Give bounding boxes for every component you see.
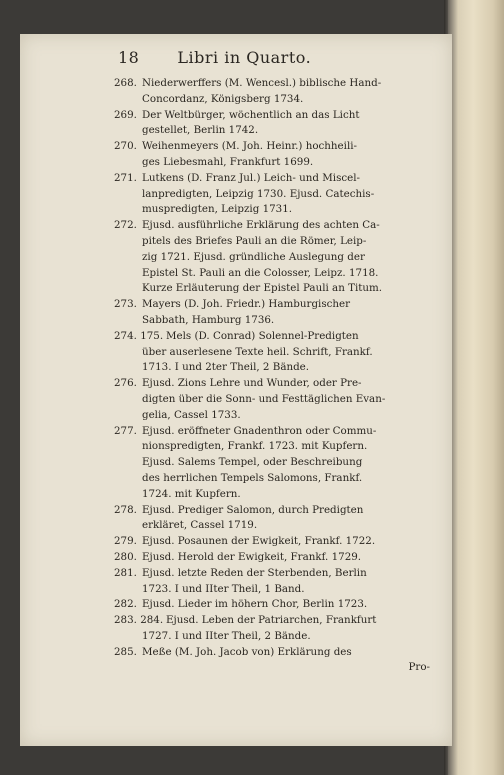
entry-number: 269. <box>114 108 137 121</box>
entry-line <box>114 234 432 250</box>
entry-text: Der Weltbürger, wöchentlich an das Licht <box>142 108 360 121</box>
entry-line <box>114 503 432 519</box>
entry-text: muspredigten, Leipzig 1731. <box>142 203 293 216</box>
entry-text: ges Liebesmahl, Frankfurt 1699. <box>142 155 314 168</box>
entry-text: über auserlesene Texte heil. Schrift, Frankf. <box>142 345 373 358</box>
entry-text: 1723. I und IIter Theil, 1 Band. <box>142 582 305 595</box>
entry-text: Ejusd. Salems Tempel, oder Beschreibung <box>142 456 363 469</box>
entry-line <box>114 155 432 171</box>
entry-text: lanpredigten, Leipzig 1730. Ejusd. Catechis- <box>142 187 375 200</box>
entry-text: Mels (D. Conrad) Solennel-Predigten <box>166 329 359 342</box>
entry-line <box>114 297 432 313</box>
entry-text: 1724. mit Kupfern. <box>142 487 241 500</box>
entry-text: Mayers (D. Joh. Friedr.) Hamburgischer <box>142 298 351 311</box>
catalog-entry <box>114 645 432 661</box>
entry-line <box>114 582 432 598</box>
entry-line <box>114 76 432 92</box>
entry-number: 285. <box>114 645 137 658</box>
entry-line <box>114 597 432 613</box>
entry-number: 276. <box>114 377 137 390</box>
entry-line <box>114 566 432 582</box>
entry-text: Meße (M. Joh. Jacob von) Erklärung des <box>142 645 352 658</box>
entry-text: Ejusd. Leben der Patriarchen, Frankfurt <box>166 614 377 627</box>
catalog-entry <box>114 171 432 218</box>
entry-line <box>114 139 432 155</box>
entry-line <box>114 171 432 187</box>
entry-number: 268. <box>114 77 137 89</box>
entry-text: Sabbath, Hamburg 1736. <box>142 313 275 326</box>
entry-line <box>114 187 432 203</box>
entry-line <box>114 645 432 661</box>
entry-number: 270. <box>114 140 137 153</box>
entry-line <box>114 392 432 408</box>
catalog-entry <box>114 329 432 376</box>
entry-text: digten über die Sonn- und Festtäglichen Evan- <box>142 392 386 405</box>
entry-line <box>114 376 432 392</box>
entry-line <box>114 408 432 424</box>
catalog-entry <box>114 76 432 108</box>
entry-number: 281. <box>114 566 137 579</box>
entry-number: 282. <box>114 598 137 611</box>
page-number: 18 <box>118 48 140 67</box>
entry-text: Ejusd. ausführliche Erklärung des achten Ca- <box>142 219 380 232</box>
entry-number: 273. <box>114 298 137 311</box>
entry-number: 274. 175. <box>114 329 164 342</box>
catchword: Pro- <box>408 661 430 674</box>
catalog-entry <box>114 534 432 550</box>
entry-text: Lutkens (D. Franz Jul.) Leich- und Miscel- <box>142 171 360 184</box>
catalog-entries <box>114 76 432 676</box>
entry-text: Niederwerffers (M. Wencesl.) biblische Hand- <box>142 77 382 89</box>
catalog-entry <box>114 566 432 598</box>
catalog-entry <box>114 297 432 329</box>
catalog-entry <box>114 503 432 535</box>
entry-text: nionspredigten, Frankf. 1723. mit Kupfern. <box>142 440 368 453</box>
entry-line <box>114 629 432 645</box>
entry-line <box>114 534 432 550</box>
entry-line <box>114 439 432 455</box>
entry-line <box>114 487 432 503</box>
catalog-entry <box>114 597 432 613</box>
entry-line <box>114 266 432 282</box>
entry-line <box>114 281 432 297</box>
entry-number: 272. <box>114 219 137 232</box>
catalog-entry <box>114 550 432 566</box>
entry-text: Epistel St. Pauli an die Colosser, Leipz. 1718. <box>142 266 379 279</box>
catalog-entry <box>114 376 432 423</box>
entry-text: Weihenmeyers (M. Joh. Heinr.) hochheili- <box>142 140 358 153</box>
entry-text: Ejusd. Zions Lehre und Wunder, oder Pre- <box>142 377 362 390</box>
entry-text: des herrlichen Tempels Salomons, Frankf. <box>142 471 363 484</box>
adjacent-page-edge <box>448 0 504 775</box>
entry-text: Kurze Erläuterung der Epistel Pauli an Titum. <box>142 282 383 295</box>
entry-line <box>114 424 432 440</box>
entry-text: gestellet, Berlin 1742. <box>142 124 259 137</box>
entry-text: erkläret, Cassel 1719. <box>142 519 258 532</box>
entry-text: Ejusd. Prediger Salomon, durch Predigten <box>142 503 364 516</box>
entry-number: 280. <box>114 550 137 563</box>
entry-line <box>114 123 432 139</box>
entry-line <box>114 108 432 124</box>
entry-line <box>114 329 432 345</box>
entry-text: Ejusd. letzte Reden der Sterbenden, Berlin <box>142 566 367 579</box>
entry-line <box>114 345 432 361</box>
page-header <box>118 48 358 67</box>
entry-line <box>114 550 432 566</box>
entry-line <box>114 613 432 629</box>
catalog-entry <box>114 424 432 503</box>
entry-line <box>114 313 432 329</box>
entry-number: 278. <box>114 503 137 516</box>
entry-number: 277. <box>114 424 137 437</box>
entry-number: 279. <box>114 535 137 548</box>
entry-line <box>114 250 432 266</box>
entry-text: 1713. I und 2ter Theil, 2 Bände. <box>142 361 310 374</box>
catalog-entry <box>114 218 432 297</box>
entry-line <box>114 218 432 234</box>
entry-line <box>114 455 432 471</box>
entry-text: Ejusd. Posaunen der Ewigkeit, Frankf. 1722. <box>142 535 376 548</box>
entry-text: pitels des Briefes Pauli an die Römer, Leip- <box>142 234 367 247</box>
catalog-entry <box>114 139 432 171</box>
entry-text: Ejusd. eröffneter Gnadenthron oder Commu- <box>142 424 377 437</box>
entry-text: Concordanz, Königsberg 1734. <box>142 92 304 105</box>
entry-line <box>114 92 432 108</box>
entry-line <box>114 202 432 218</box>
entry-text: gelia, Cassel 1733. <box>142 408 241 421</box>
entry-line <box>114 471 432 487</box>
catalog-entry <box>114 613 432 645</box>
entry-text: Ejusd. Herold der Ewigkeit, Frankf. 1729. <box>142 550 362 563</box>
page-title: Libri in Quarto. <box>177 48 312 67</box>
entry-text: zig 1721. Ejusd. gründliche Auslegung der <box>142 250 365 263</box>
catalog-entry <box>114 108 432 140</box>
entry-number: 283. 284. <box>114 614 164 627</box>
entry-line <box>114 518 432 534</box>
entry-line <box>114 360 432 376</box>
entry-number: 271. <box>114 171 137 184</box>
entry-text: Ejusd. Lieder im höhern Chor, Berlin 1723. <box>142 598 368 611</box>
entry-text: 1727. I und IIter Theil, 2 Bände. <box>142 629 311 642</box>
